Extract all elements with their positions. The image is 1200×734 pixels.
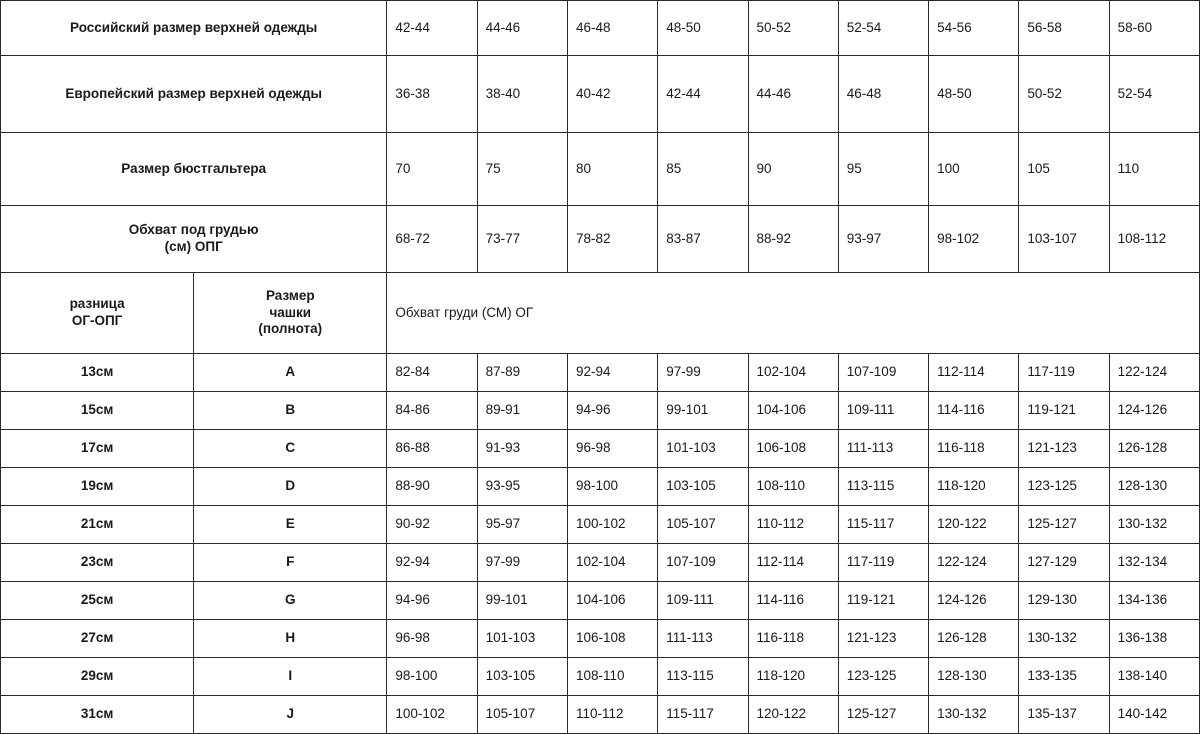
cell-underbust-7: 98-102: [929, 206, 1019, 273]
cell-bust-9: 124-126: [1109, 392, 1199, 430]
cell-bust-8: 123-125: [1019, 468, 1109, 506]
cell-bust-5: 116-118: [748, 620, 838, 658]
cell-bust-4: 107-109: [658, 544, 748, 582]
cell-bust-7: 122-124: [929, 544, 1019, 582]
table-row: [1, 354, 1200, 392]
table-row-european-size: [1, 56, 1200, 133]
row-label-underbust-girth: [1, 206, 387, 273]
cell-bust-3: 102-104: [567, 544, 657, 582]
cell-cup: I: [194, 658, 387, 696]
cell-russian-size-3: 46-48: [567, 1, 657, 56]
cell-bust-1: 100-102: [387, 696, 477, 734]
cell-underbust-3: 78-82: [567, 206, 657, 273]
cell-bust-9: 130-132: [1109, 506, 1199, 544]
cell-bust-2: 97-99: [477, 544, 567, 582]
cell-russian-size-7: 54-56: [929, 1, 1019, 56]
cell-difference: 15см: [1, 392, 194, 430]
cell-bra-size-5: 90: [748, 133, 838, 206]
cell-european-size-7: 48-50: [929, 56, 1019, 133]
cell-bust-6: 109-111: [838, 392, 928, 430]
cell-bust-7: 130-132: [929, 696, 1019, 734]
cell-russian-size-4: 48-50: [658, 1, 748, 56]
cell-bust-3: 94-96: [567, 392, 657, 430]
table-row: [1, 582, 1200, 620]
cell-underbust-4: 83-87: [658, 206, 748, 273]
cell-bra-size-2: 75: [477, 133, 567, 206]
header-cup-size-line3: (полнота): [258, 321, 323, 337]
table-row: [1, 506, 1200, 544]
cell-difference: 23см: [1, 544, 194, 582]
cell-difference: 13см: [1, 354, 194, 392]
cell-bust-9: 136-138: [1109, 620, 1199, 658]
cell-bust-7: 126-128: [929, 620, 1019, 658]
cell-bust-2: 99-101: [477, 582, 567, 620]
cell-bust-4: 109-111: [658, 582, 748, 620]
table-row: [1, 544, 1200, 582]
cell-bust-8: 135-137: [1019, 696, 1109, 734]
cell-bust-9: 138-140: [1109, 658, 1199, 696]
cell-underbust-8: 103-107: [1019, 206, 1109, 273]
cell-bust-3: 108-110: [567, 658, 657, 696]
cell-bust-2: 95-97: [477, 506, 567, 544]
row-label-european-size: Европейский размер верхней одежды: [1, 56, 387, 133]
cell-bust-3: 104-106: [567, 582, 657, 620]
table-row: [1, 658, 1200, 696]
cell-bust-8: 117-119: [1019, 354, 1109, 392]
cell-bra-size-6: 95: [838, 133, 928, 206]
cell-bust-6: 123-125: [838, 658, 928, 696]
cell-bust-4: 99-101: [658, 392, 748, 430]
cell-bust-4: 101-103: [658, 430, 748, 468]
cell-cup: J: [194, 696, 387, 734]
cell-bust-7: 120-122: [929, 506, 1019, 544]
row-label-bra-size: Размер бюстгальтера: [1, 133, 387, 206]
cell-bust-3: 100-102: [567, 506, 657, 544]
cell-bust-1: 82-84: [387, 354, 477, 392]
header-difference-line1: разница: [69, 296, 125, 312]
cell-bust-1: 98-100: [387, 658, 477, 696]
cell-bust-4: 103-105: [658, 468, 748, 506]
header-cup-size-line1: Размер: [265, 287, 315, 303]
cell-difference: 17см: [1, 430, 194, 468]
cell-bust-2: 87-89: [477, 354, 567, 392]
cell-underbust-6: 93-97: [838, 206, 928, 273]
table-row-russian-size: [1, 1, 1200, 56]
cell-russian-size-1: 42-44: [387, 1, 477, 56]
table-row: [1, 468, 1200, 506]
cell-bust-4: 105-107: [658, 506, 748, 544]
header-difference: [1, 273, 194, 354]
row-label-russian-size: Российский размер верхней одежды: [1, 1, 387, 56]
cell-bust-8: 130-132: [1019, 620, 1109, 658]
cell-bust-5: 104-106: [748, 392, 838, 430]
cell-russian-size-6: 52-54: [838, 1, 928, 56]
cell-bust-2: 93-95: [477, 468, 567, 506]
cell-bust-8: 121-123: [1019, 430, 1109, 468]
cell-bust-5: 114-116: [748, 582, 838, 620]
cell-bust-2: 105-107: [477, 696, 567, 734]
cell-bust-3: 98-100: [567, 468, 657, 506]
cell-cup: G: [194, 582, 387, 620]
cell-underbust-1: 68-72: [387, 206, 477, 273]
cell-cup: C: [194, 430, 387, 468]
cell-bust-2: 89-91: [477, 392, 567, 430]
cell-bust-1: 92-94: [387, 544, 477, 582]
cell-bust-9: 122-124: [1109, 354, 1199, 392]
cell-european-size-1: 36-38: [387, 56, 477, 133]
cell-european-size-4: 42-44: [658, 56, 748, 133]
cell-bust-9: 128-130: [1109, 468, 1199, 506]
cell-european-size-3: 40-42: [567, 56, 657, 133]
cell-bust-4: 113-115: [658, 658, 748, 696]
cell-european-size-9: 52-54: [1109, 56, 1199, 133]
cell-bra-size-7: 100: [929, 133, 1019, 206]
cell-bust-7: 116-118: [929, 430, 1019, 468]
cell-bust-9: 134-136: [1109, 582, 1199, 620]
cell-bust-2: 101-103: [477, 620, 567, 658]
cell-bust-8: 119-121: [1019, 392, 1109, 430]
cell-cup: D: [194, 468, 387, 506]
table-row: [1, 620, 1200, 658]
row-label-underbust-girth-line2: (см) ОПГ: [164, 239, 223, 254]
cell-bust-3: 92-94: [567, 354, 657, 392]
cell-bust-6: 113-115: [838, 468, 928, 506]
cell-underbust-2: 73-77: [477, 206, 567, 273]
cell-underbust-9: 108-112: [1109, 206, 1199, 273]
cell-bust-3: 106-108: [567, 620, 657, 658]
cell-bust-1: 94-96: [387, 582, 477, 620]
header-cup-size: [194, 273, 387, 354]
header-bust-girth: Обхват груди (СМ) ОГ: [387, 273, 1200, 354]
cell-difference: 25см: [1, 582, 194, 620]
row-label-underbust-girth-line1: Обхват под грудью: [128, 222, 259, 238]
cell-difference: 29см: [1, 658, 194, 696]
table-row-underbust-girth: [1, 206, 1200, 273]
cell-russian-size-2: 44-46: [477, 1, 567, 56]
cell-bust-6: 107-109: [838, 354, 928, 392]
cell-bust-6: 119-121: [838, 582, 928, 620]
cell-european-size-5: 44-46: [748, 56, 838, 133]
cell-bust-5: 110-112: [748, 506, 838, 544]
cell-bust-1: 86-88: [387, 430, 477, 468]
cell-bust-1: 88-90: [387, 468, 477, 506]
cell-bust-2: 103-105: [477, 658, 567, 696]
cell-difference: 19см: [1, 468, 194, 506]
cell-bra-size-9: 110: [1109, 133, 1199, 206]
cell-bust-6: 117-119: [838, 544, 928, 582]
cell-bust-3: 96-98: [567, 430, 657, 468]
cell-russian-size-8: 56-58: [1019, 1, 1109, 56]
table-row-section-header: [1, 273, 1200, 354]
cell-bust-5: 102-104: [748, 354, 838, 392]
cell-bust-8: 133-135: [1019, 658, 1109, 696]
cell-bra-size-8: 105: [1019, 133, 1109, 206]
cell-russian-size-5: 50-52: [748, 1, 838, 56]
cell-bust-7: 118-120: [929, 468, 1019, 506]
cell-bust-2: 91-93: [477, 430, 567, 468]
table-row: [1, 430, 1200, 468]
cell-bust-4: 115-117: [658, 696, 748, 734]
cell-bra-size-1: 70: [387, 133, 477, 206]
cell-bust-5: 118-120: [748, 658, 838, 696]
cell-bust-7: 114-116: [929, 392, 1019, 430]
cell-bust-7: 112-114: [929, 354, 1019, 392]
cell-bust-6: 111-113: [838, 430, 928, 468]
cell-difference: 21см: [1, 506, 194, 544]
cell-bust-4: 97-99: [658, 354, 748, 392]
cell-bust-5: 108-110: [748, 468, 838, 506]
cell-bra-size-4: 85: [658, 133, 748, 206]
header-difference-line2: ОГ-ОПГ: [71, 313, 123, 328]
cell-bust-1: 90-92: [387, 506, 477, 544]
cell-european-size-8: 50-52: [1019, 56, 1109, 133]
cell-bust-8: 127-129: [1019, 544, 1109, 582]
cell-difference: 27см: [1, 620, 194, 658]
cell-underbust-5: 88-92: [748, 206, 838, 273]
cell-bust-5: 106-108: [748, 430, 838, 468]
cell-bust-3: 110-112: [567, 696, 657, 734]
cell-bust-6: 125-127: [838, 696, 928, 734]
cell-cup: F: [194, 544, 387, 582]
cell-bust-7: 128-130: [929, 658, 1019, 696]
cell-cup: E: [194, 506, 387, 544]
cell-bust-1: 96-98: [387, 620, 477, 658]
table-row-bra-size: [1, 133, 1200, 206]
cell-bust-4: 111-113: [658, 620, 748, 658]
cell-european-size-2: 38-40: [477, 56, 567, 133]
cell-cup: A: [194, 354, 387, 392]
cell-european-size-6: 46-48: [838, 56, 928, 133]
cell-bust-7: 124-126: [929, 582, 1019, 620]
cell-bust-8: 125-127: [1019, 506, 1109, 544]
cell-bust-8: 129-130: [1019, 582, 1109, 620]
cell-bust-6: 121-123: [838, 620, 928, 658]
cell-bust-9: 140-142: [1109, 696, 1199, 734]
cell-bust-5: 120-122: [748, 696, 838, 734]
cell-difference: 31см: [1, 696, 194, 734]
table-row: [1, 392, 1200, 430]
cell-bust-9: 126-128: [1109, 430, 1199, 468]
cell-bust-1: 84-86: [387, 392, 477, 430]
cell-cup: H: [194, 620, 387, 658]
cell-russian-size-9: 58-60: [1109, 1, 1199, 56]
cell-bust-6: 115-117: [838, 506, 928, 544]
table-row: [1, 696, 1200, 734]
header-cup-size-line2: чашки: [269, 304, 312, 320]
cell-bust-9: 132-134: [1109, 544, 1199, 582]
cell-bust-5: 112-114: [748, 544, 838, 582]
cell-bra-size-3: 80: [567, 133, 657, 206]
cell-cup: B: [194, 392, 387, 430]
